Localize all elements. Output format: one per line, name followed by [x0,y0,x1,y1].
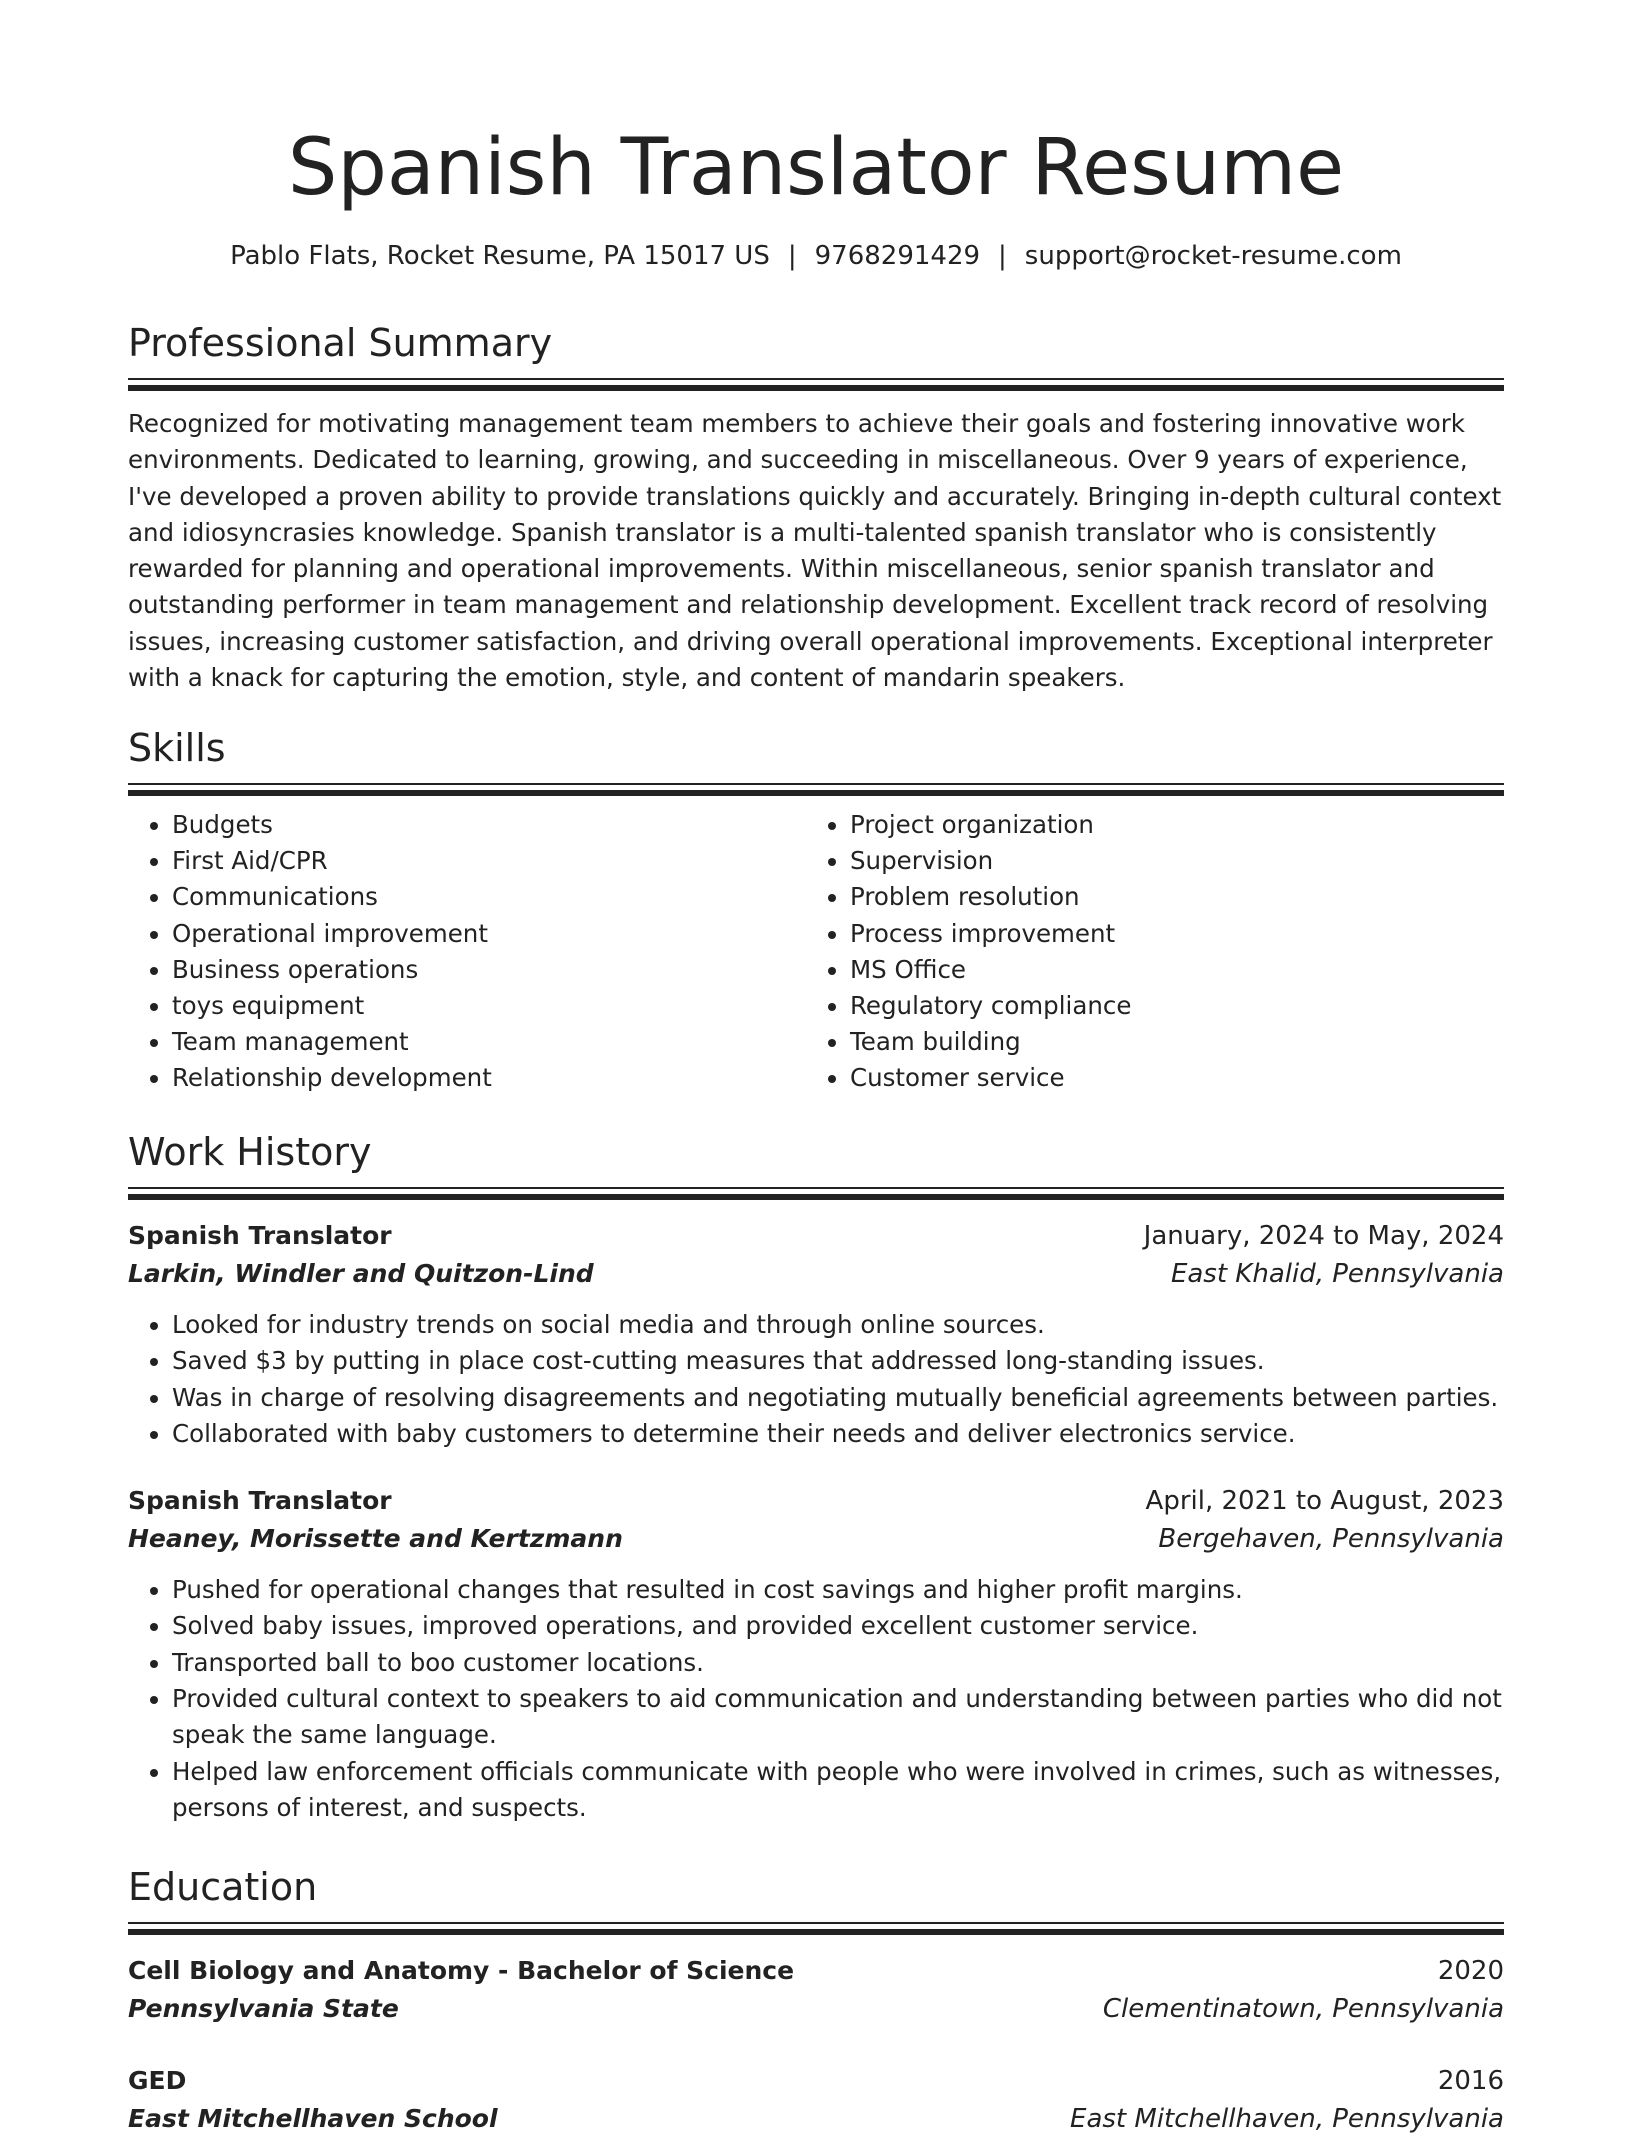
skill-item: • Team building [850,1024,1484,1060]
job-bullet: • Solved baby issues, improved operations, and provided excellent customer service. [172,1608,1504,1644]
job-company: Larkin, Windler and Quitzon-Lind [128,1259,594,1288]
job-bullets [128,1572,1504,1826]
skills-left-list [128,807,806,1097]
section-divider [128,1187,1504,1201]
summary-text: Recognized for motivating management team members to achieve their goals and fostering innovative work environments. Dedicated to learning, growing, and succeeding in miscellaneous. Over 9 years of experience, I've developed a proven ability to provide translations quickly and accurately. Bringing in-depth cultural context and idiosyncrasies knowledge. Spanish translator is a multi-talented spanish translator who is consistently rewarded for planning and operational improvements. Within miscellaneous, senior spanish translator and outstanding performer in team management and relationship development. Excellent track record of resolving issues, increasing customer satisfaction, and driving overall operational improvements. Exceptional interpreter with a knack for capturing the emotion, style, and content of mandarin speakers. [128,409,1502,693]
job-bullet: • Was in charge of resolving disagreements and negotiating mutually beneficial agreements between parties. [172,1380,1504,1416]
section-divider [128,1922,1504,1936]
skill-item: • Customer service [850,1060,1484,1096]
skill-item: • Problem resolution [850,879,1484,915]
job-location: Bergehaven, Pennsylvania [1158,1524,1504,1555]
education-location: Clementinatown, Pennsylvania [1102,1994,1504,2024]
job-role: Spanish Translator [128,1221,392,1250]
contact-separator: | [787,241,797,271]
contact-line [128,236,1504,276]
education-year: 2020 [1437,1956,1504,1986]
skills-heading: Skills [128,726,226,770]
education-location: East Mitchellhaven, Pennsylvania [1070,2104,1504,2134]
section-divider [128,783,1504,797]
education-degree: GED [128,2066,187,2095]
skill-item: • Budgets [172,807,806,843]
job-dates: April, 2021 to August, 2023 [1145,1486,1504,1517]
skills-section [128,723,1504,1097]
skill-item: • Relationship development [172,1060,806,1096]
education-section [128,1862,1504,2138]
skill-item: • Business operations [172,952,806,988]
summary-heading: Professional Summary [128,321,553,365]
contact-separator: | [998,241,1007,271]
section-divider [128,378,1504,392]
skill-item: • Regulatory compliance [850,988,1484,1024]
education-entry [128,2062,1504,2138]
job-bullet: • Transported ball to boo customer locations. [172,1645,1504,1681]
education-year: 2016 [1437,2066,1504,2096]
skill-item: • toys equipment [172,988,806,1024]
skill-item: • Supervision [850,843,1484,879]
job-bullet: • Saved $3 by putting in place cost-cutting measures that addressed long-standing issues. [172,1343,1504,1379]
skill-item: • Project organization [850,807,1484,843]
skills-right-list [806,807,1484,1097]
job-location: East Khalid, Pennsylvania [1170,1259,1504,1289]
skill-item: • Communications [172,879,806,915]
education-entry [128,1952,1504,2028]
skill-item: • Process improvement [850,916,1484,952]
job-bullets [128,1307,1504,1452]
contact-email: support@rocket-resume.com [1024,241,1402,271]
job-dates: January, 2024 to May, 2024 [1143,1221,1504,1251]
skill-item: • MS Office [850,952,1484,988]
education-degree: Cell Biology and Anatomy - Bachelor of Science [128,1956,795,1985]
work-heading: Work History [128,1130,372,1174]
contact-phone: 9768291429 [814,241,981,271]
job-bullet: • Collaborated with baby customers to determine their needs and deliver electronics service. [172,1416,1504,1452]
job-entry [128,1482,1504,1826]
job-bullet: • Helped law enforcement officials communicate with people who were involved in crimes, such as witnesses, persons of interest, and suspects. [172,1754,1504,1827]
resume-title: Spanish Translator Resume [287,123,1345,213]
education-school: East Mitchellhaven School [128,2104,498,2133]
skill-item: • Operational improvement [172,916,806,952]
skills-columns [128,807,1504,1097]
job-company: Heaney, Morissette and Kertzmann [128,1524,623,1554]
education-school: Pennsylvania State [128,1994,399,2023]
job-bullet: • Looked for industry trends on social media and through online sources. [172,1307,1504,1343]
contact-address: Pablo Flats, Rocket Resume, PA 15017 US [230,241,770,271]
education-heading: Education [128,1865,318,1909]
skill-item: • First Aid/CPR [172,843,806,879]
job-bullet: • Pushed for operational changes that resulted in cost savings and higher profit margins. [172,1572,1504,1608]
job-role: Spanish Translator [128,1486,392,1516]
skill-item: • Team management [172,1024,806,1060]
job-entry [128,1217,1504,1452]
summary-section [128,318,1504,696]
job-bullet: • Provided cultural context to speakers to aid communication and understanding between parties who did not speak the same language. [172,1681,1504,1754]
work-section [128,1127,1504,1826]
